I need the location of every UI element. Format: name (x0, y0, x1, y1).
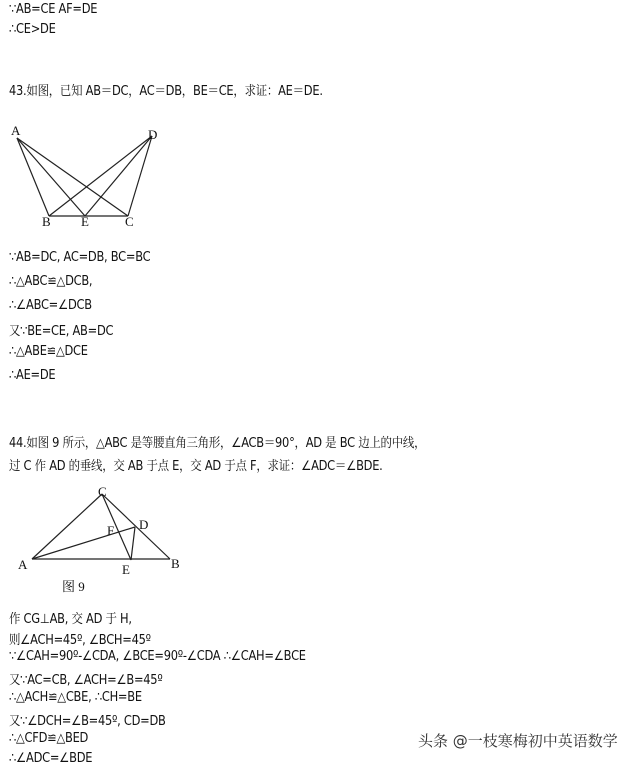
q44-question: 44.如图 9 所示，△ABC 是等腰直角三角形，∠ACB＝90°，AD 是 BC 边上的中线， (9, 436, 426, 451)
label-c: C (98, 484, 107, 499)
proof-line: 又∵BE=CE, AB=DC (9, 324, 114, 339)
label-f: F (107, 523, 115, 538)
label-c: C (125, 214, 134, 229)
proof-line: ∴∠ABC=∠DCB (9, 298, 92, 313)
segment-de (131, 527, 135, 560)
proof-line: ∴∠ADC=∠BDE (9, 751, 93, 763)
q43-question: 43.如图，已知 AB＝DC，AC＝DB，BE＝CE，求证：AE＝DE. (9, 84, 323, 99)
label-d: D (148, 127, 158, 142)
proof-line: ∴△ABE≌△DCE (9, 344, 88, 359)
label-e: E (122, 562, 130, 577)
q44-figure (0, 0, 200, 600)
figure-caption: 图 9 (62, 579, 85, 594)
watermark: 头条 @一枝寒梅初中英语数学 (418, 732, 618, 750)
segment-ac (32, 494, 102, 559)
label-e: E (81, 214, 89, 229)
proof-line: ∵AB=DC, AC=DB, BC=BC (9, 250, 151, 265)
proof-line: ∴△ACH≌△CBE, ∴CH=BE (9, 690, 142, 705)
prev-line: ∴CE>DE (9, 22, 56, 37)
label-a: A (18, 557, 28, 572)
proof-line: ∴△ABC≌△DCB, (9, 274, 93, 289)
proof-line: 作 CG⊥AB, 交 AD 于 H, (9, 612, 132, 627)
label-d: D (139, 517, 149, 532)
label-a: A (11, 123, 21, 138)
label-b: B (171, 556, 180, 571)
proof-line: 又∵AC=CB, ∠ACH=∠B=45º (9, 673, 163, 688)
segment-ad (32, 527, 135, 559)
proof-line: 则∠ACH=45º, ∠BCH=45º (9, 633, 151, 648)
q44-question: 过 C 作 AD 的垂线，交 AB 于点 E，交 AD 于点 F，求证：∠ADC＝∠BDE. (9, 459, 383, 474)
prev-line: ∵AB=CE AF=DE (9, 2, 98, 17)
label-b: B (42, 214, 51, 229)
proof-line: ∵∠CAH=90º-∠CDA, ∠BCE=90º-∠CDA ∴∠CAH=∠BCE (9, 649, 306, 664)
proof-line: ∴AE=DE (9, 368, 56, 383)
proof-line: 又∵∠DCH=∠B=45º, CD=DB (9, 714, 166, 729)
proof-line: ∴△CFD≌△BED (9, 731, 89, 746)
